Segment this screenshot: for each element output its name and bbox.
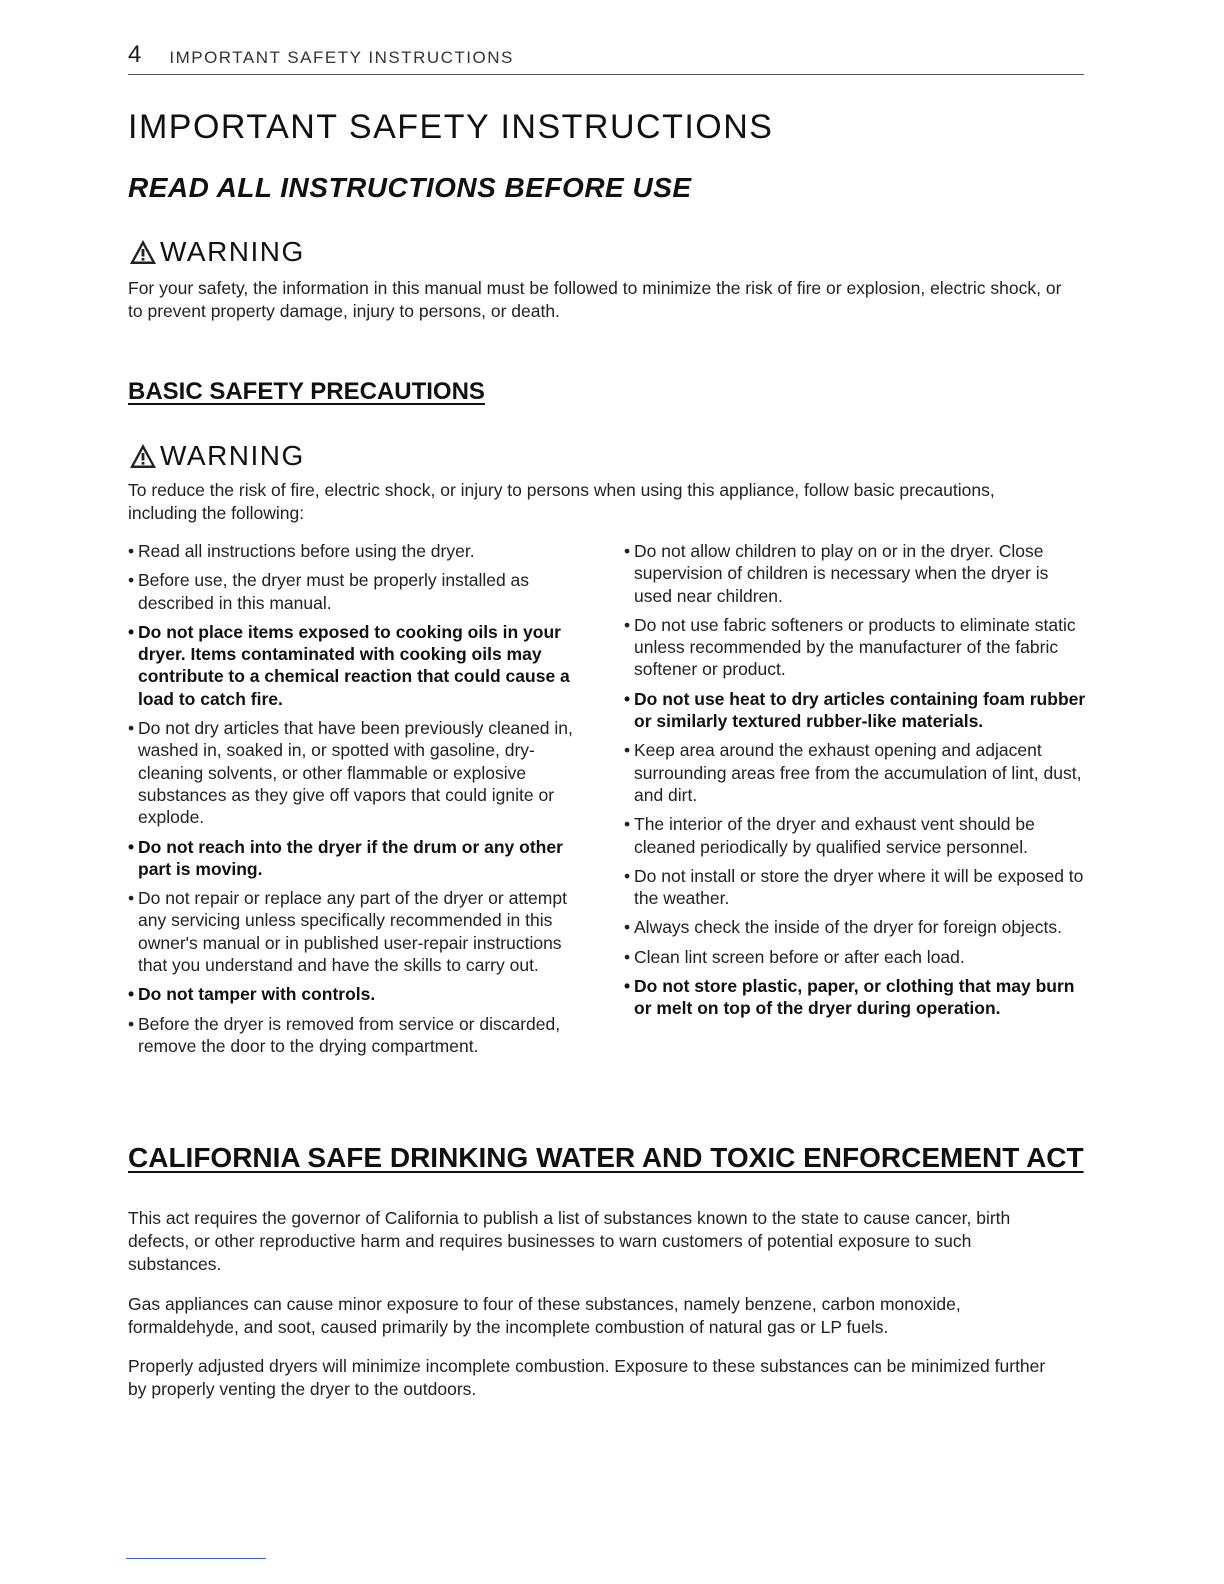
precaution-item: • Before use, the dryer must be properly installed as described in this manual. xyxy=(128,569,588,614)
warning-heading-1 xyxy=(128,236,305,268)
precaution-item: • Do not use heat to dry articles containing foam rubber or similarly textured rubber-like materials. xyxy=(624,688,1086,733)
basic-safety-heading: BASIC SAFETY PRECAUTIONS xyxy=(128,378,485,405)
precaution-item: • The interior of the dryer and exhaust vent should be cleaned periodically by qualified service personnel. xyxy=(624,813,1086,858)
warning-label-2: WARNING xyxy=(160,440,305,471)
precaution-item: • Do not tamper with controls. xyxy=(128,983,588,1005)
precautions-left-list xyxy=(128,540,588,1064)
precaution-item: • Before the dryer is removed from service or discarded, remove the door to the drying compartment. xyxy=(128,1013,588,1058)
precaution-item: • Clean lint screen before or after each load. xyxy=(624,946,1086,968)
running-header-title: IMPORTANT SAFETY INSTRUCTIONS xyxy=(169,48,514,67)
precaution-item: • Do not repair or replace any part of the dryer or attempt any servicing unless specifically recommended in this owner's manual or in published user-repair instructions that you understand and have the skills to carry out. xyxy=(128,887,588,976)
warning-label-1: WARNING xyxy=(160,236,305,267)
footer-rule xyxy=(126,1558,266,1559)
california-act-heading: CALIFORNIA SAFE DRINKING WATER AND TOXIC ENFORCEMENT ACT xyxy=(128,1142,1084,1173)
california-paragraph-1: This act requires the governor of California to publish a list of substances known to the state to cause cancer, birth defects, or other reproductive harm and requires businesses to warn customers of potential exposure to such substances. xyxy=(128,1208,1011,1274)
precaution-item: • Do not install or store the dryer where it will be exposed to the weather. xyxy=(624,865,1086,910)
precaution-item: • Read all instructions before using the dryer. xyxy=(128,540,588,562)
page-subtitle: READ ALL INSTRUCTIONS BEFORE USE xyxy=(128,172,692,203)
warning-text-2: To reduce the risk of fire, electric shock, or injury to persons when using this appliance, follow basic precautions, including the following: xyxy=(128,480,995,523)
california-paragraph-2: Gas appliances can cause minor exposure to four of these substances, namely benzene, carbon monoxide, formaldehyde, and soot, caused primarily by the incomplete combustion of natural gas or LP fuels. xyxy=(128,1294,961,1337)
california-paragraph-3: Properly adjusted dryers will minimize incomplete combustion. Exposure to these substances can be minimized further by properly venting the dryer to the outdoors. xyxy=(128,1356,1046,1399)
page-title: IMPORTANT SAFETY INSTRUCTIONS xyxy=(128,108,774,146)
warning-text-1: For your safety, the information in this manual must be followed to minimize the risk of fire or explosion, electric shock, or to prevent property damage, injury to persons, or death. xyxy=(128,278,1062,321)
warning-triangle-icon xyxy=(128,238,158,266)
page-number: 4 xyxy=(128,41,142,68)
precaution-item: • Keep area around the exhaust opening and adjacent surrounding areas free from the accumulation of lint, dust, and dirt. xyxy=(624,739,1086,806)
precaution-item: • Always check the inside of the dryer for foreign objects. xyxy=(624,916,1086,938)
precaution-item: • Do not reach into the dryer if the drum or any other part is moving. xyxy=(128,836,588,881)
warning-heading-2 xyxy=(128,440,305,472)
warning-triangle-icon xyxy=(128,442,158,470)
running-header xyxy=(128,41,1084,75)
precautions-right-list xyxy=(624,540,1086,1027)
precaution-item: • Do not use fabric softeners or products to eliminate static unless recommended by the manufacturer of the fabric softener or product. xyxy=(624,614,1086,681)
precaution-item: • Do not store plastic, paper, or clothing that may burn or melt on top of the dryer during operation. xyxy=(624,975,1086,1020)
precaution-item: • Do not allow children to play on or in the dryer. Close supervision of children is necessary when the dryer is used near children. xyxy=(624,540,1086,607)
precaution-item: • Do not dry articles that have been previously cleaned in, washed in, soaked in, or spotted with gasoline, dry-cleaning solvents, or other flammable or explosive substances as they give off vapors that could ignite or explode. xyxy=(128,717,588,828)
precaution-item: • Do not place items exposed to cooking oils in your dryer. Items contaminated with cooking oils may contribute to a chemical reaction that could cause a load to catch fire. xyxy=(128,621,588,710)
